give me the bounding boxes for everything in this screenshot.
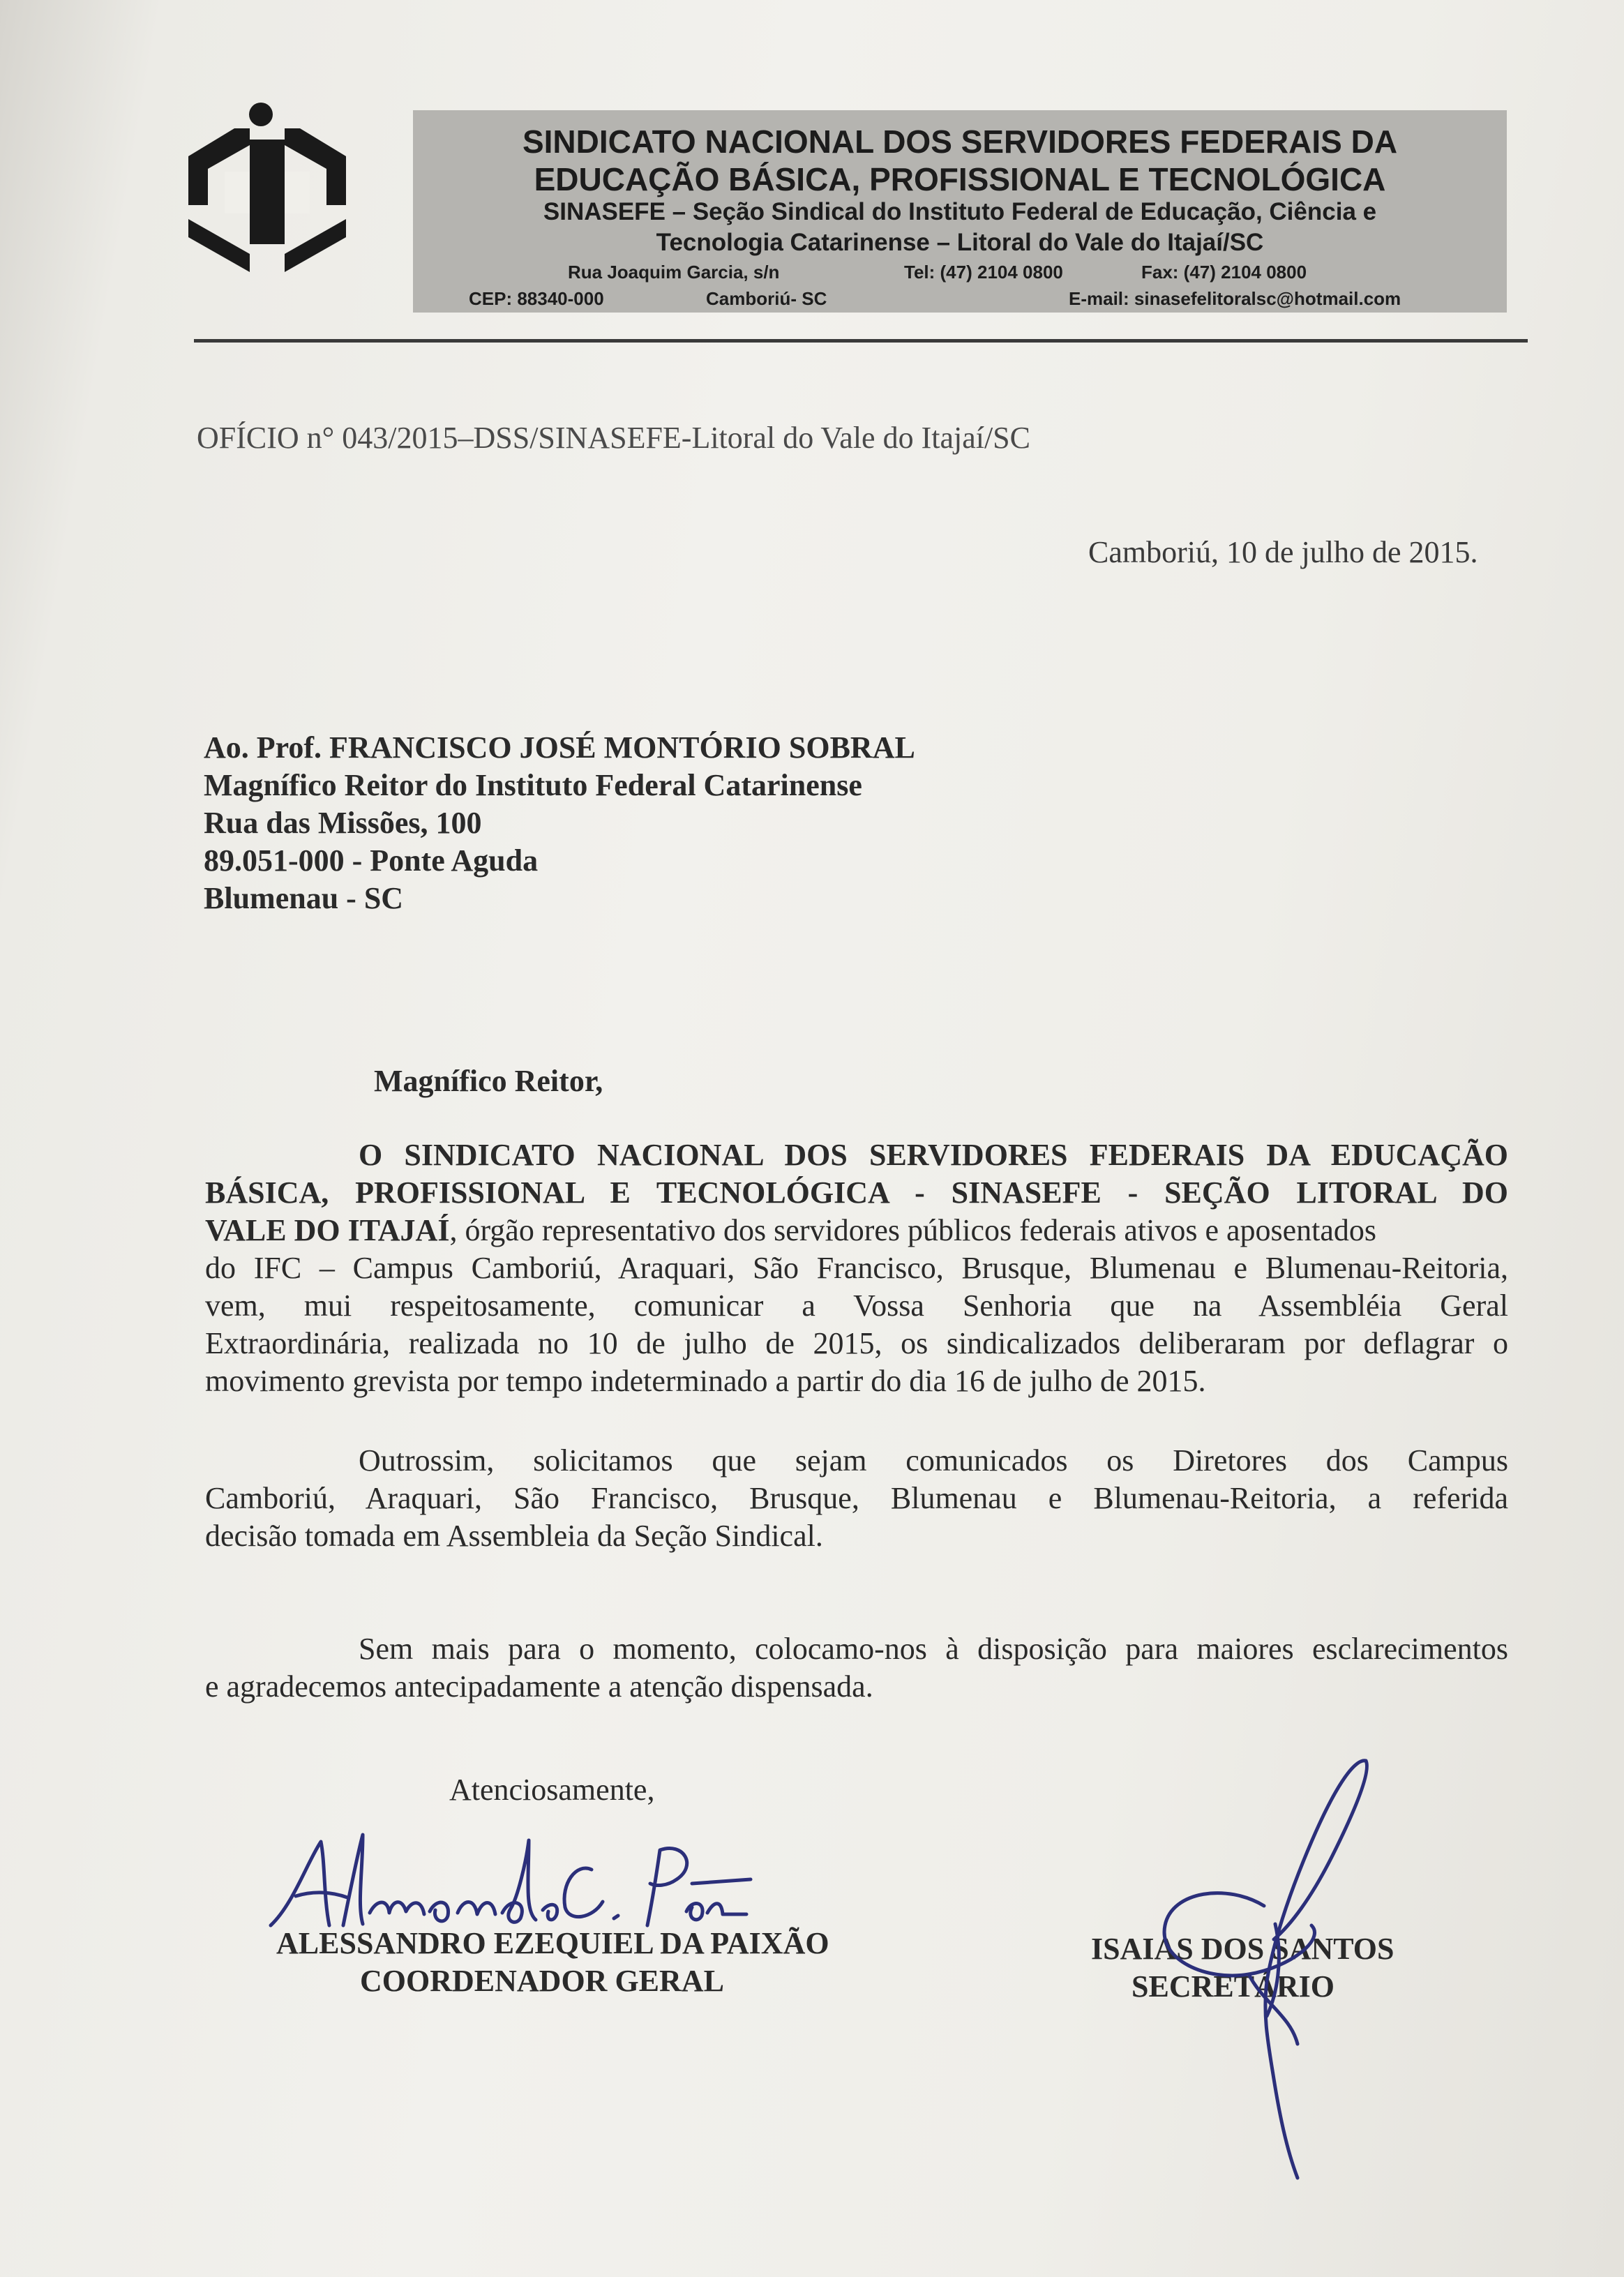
letter-reference: OFÍCIO n° 043/2015–DSS/SINASEFE-Litoral do Vale do Itajaí/SC xyxy=(197,421,1031,455)
paragraph2-line1: Outrossim, solicitamos que sejam comunicados os Diretores dos Campus xyxy=(359,1443,1508,1478)
paragraph1-line3-rest: , órgão representativo dos servidores públicos federais ativos e aposentados xyxy=(449,1213,1377,1247)
recipient-line4: 89.051-000 - Ponte Aguda xyxy=(204,843,539,878)
letterhead-fax: Fax: (47) 2104 0800 xyxy=(1141,262,1307,283)
paragraph2-line2: Camboriú, Araquari, São Francisco, Brusque, Blumenau e Blumenau-Reitoria, a referida xyxy=(205,1481,1508,1515)
paragraph3-line1: Sem mais para o momento, colocamo-nos à disposição para maiores esclarecimentos xyxy=(359,1632,1508,1666)
paragraph1-line2: BÁSICA, PROFISSIONAL E TECNOLÓGICA - SINASEFE - SEÇÃO LITORAL DO xyxy=(205,1175,1508,1210)
letterhead-section-line1: SINASEFE – Seção Sindical do Instituto Federal de Educação, Ciência e xyxy=(543,198,1377,225)
letterhead-org-line1: SINDICATO NACIONAL DOS SERVIDORES FEDERAIS DA xyxy=(522,123,1398,160)
signatory1-name: ALESSANDRO EZEQUIEL DA PAIXÃO xyxy=(276,1926,829,1960)
closing: Atenciosamente, xyxy=(449,1773,655,1807)
letterhead xyxy=(413,110,1507,313)
recipient-line3: Rua das Missões, 100 xyxy=(204,806,482,840)
signatory2-name: ISAIAS DOS SANTOS xyxy=(1091,1932,1394,1966)
letter-date: Camboriú, 10 de julho de 2015. xyxy=(1088,535,1478,569)
recipient-line1: Ao. Prof. FRANCISCO JOSÉ MONTÓRIO SOBRAL xyxy=(204,730,915,765)
paragraph3-line2: e agradecemos antecipadamente a atenção dispensada. xyxy=(205,1669,873,1704)
paragraph1-line1: O SINDICATO NACIONAL DOS SERVIDORES FEDERAIS DA EDUCAÇÃO xyxy=(359,1138,1508,1172)
paragraph1-line3-bold: VALE DO ITAJAÍ xyxy=(205,1213,450,1247)
salutation: Magnífico Reitor, xyxy=(374,1064,603,1098)
paragraph1-line7: movimento grevista por tempo indeterminado a partir do dia 16 de julho de 2015. xyxy=(205,1364,1206,1398)
signature1-handwriting-icon xyxy=(265,1821,753,1939)
paragraph1-line3 xyxy=(205,1212,1376,1249)
paragraph1-line5: vem, mui respeitosamente, comunicar a Vossa Senhoria que na Assembléia Geral xyxy=(205,1288,1508,1323)
paragraph2-line3: decisão tomada em Assembleia da Seção Sindical. xyxy=(205,1519,823,1553)
letterhead-address: Rua Joaquim Garcia, s/n xyxy=(568,262,780,283)
union-logo-icon xyxy=(180,102,354,276)
signature2-handwriting-icon xyxy=(1144,1751,1381,2184)
paragraph1-line6: Extraordinária, realizada no 10 de julho de 2015, os sindicalizados deliberaram por deflagrar o xyxy=(205,1326,1508,1360)
letterhead-cep: CEP: 88340-000 xyxy=(469,288,604,309)
letterhead-city: Camboriú- SC xyxy=(706,288,827,309)
recipient-line2: Magnífico Reitor do Instituto Federal Catarinense xyxy=(204,768,862,802)
recipient-line5: Blumenau - SC xyxy=(204,881,404,915)
letterhead-email: E-mail: sinasefelitoralsc@hotmail.com xyxy=(1069,288,1401,309)
signatory1-role: COORDENADOR GERAL xyxy=(360,1964,724,1998)
header-divider xyxy=(194,339,1528,343)
letterhead-tel: Tel: (47) 2104 0800 xyxy=(904,262,1063,283)
paragraph1-line4: do IFC – Campus Camboriú, Araquari, São Francisco, Brusque, Blumenau e Blumenau-Reitoria, xyxy=(205,1251,1508,1285)
letterhead-org-line2: EDUCAÇÃO BÁSICA, PROFISSIONAL E TECNOLÓGICA xyxy=(534,161,1386,197)
signatory2-role: SECRETÁRIO xyxy=(1131,1969,1334,2004)
letterhead-section-line2: Tecnologia Catarinense – Litoral do Vale do Itajaí/SC xyxy=(656,229,1264,256)
